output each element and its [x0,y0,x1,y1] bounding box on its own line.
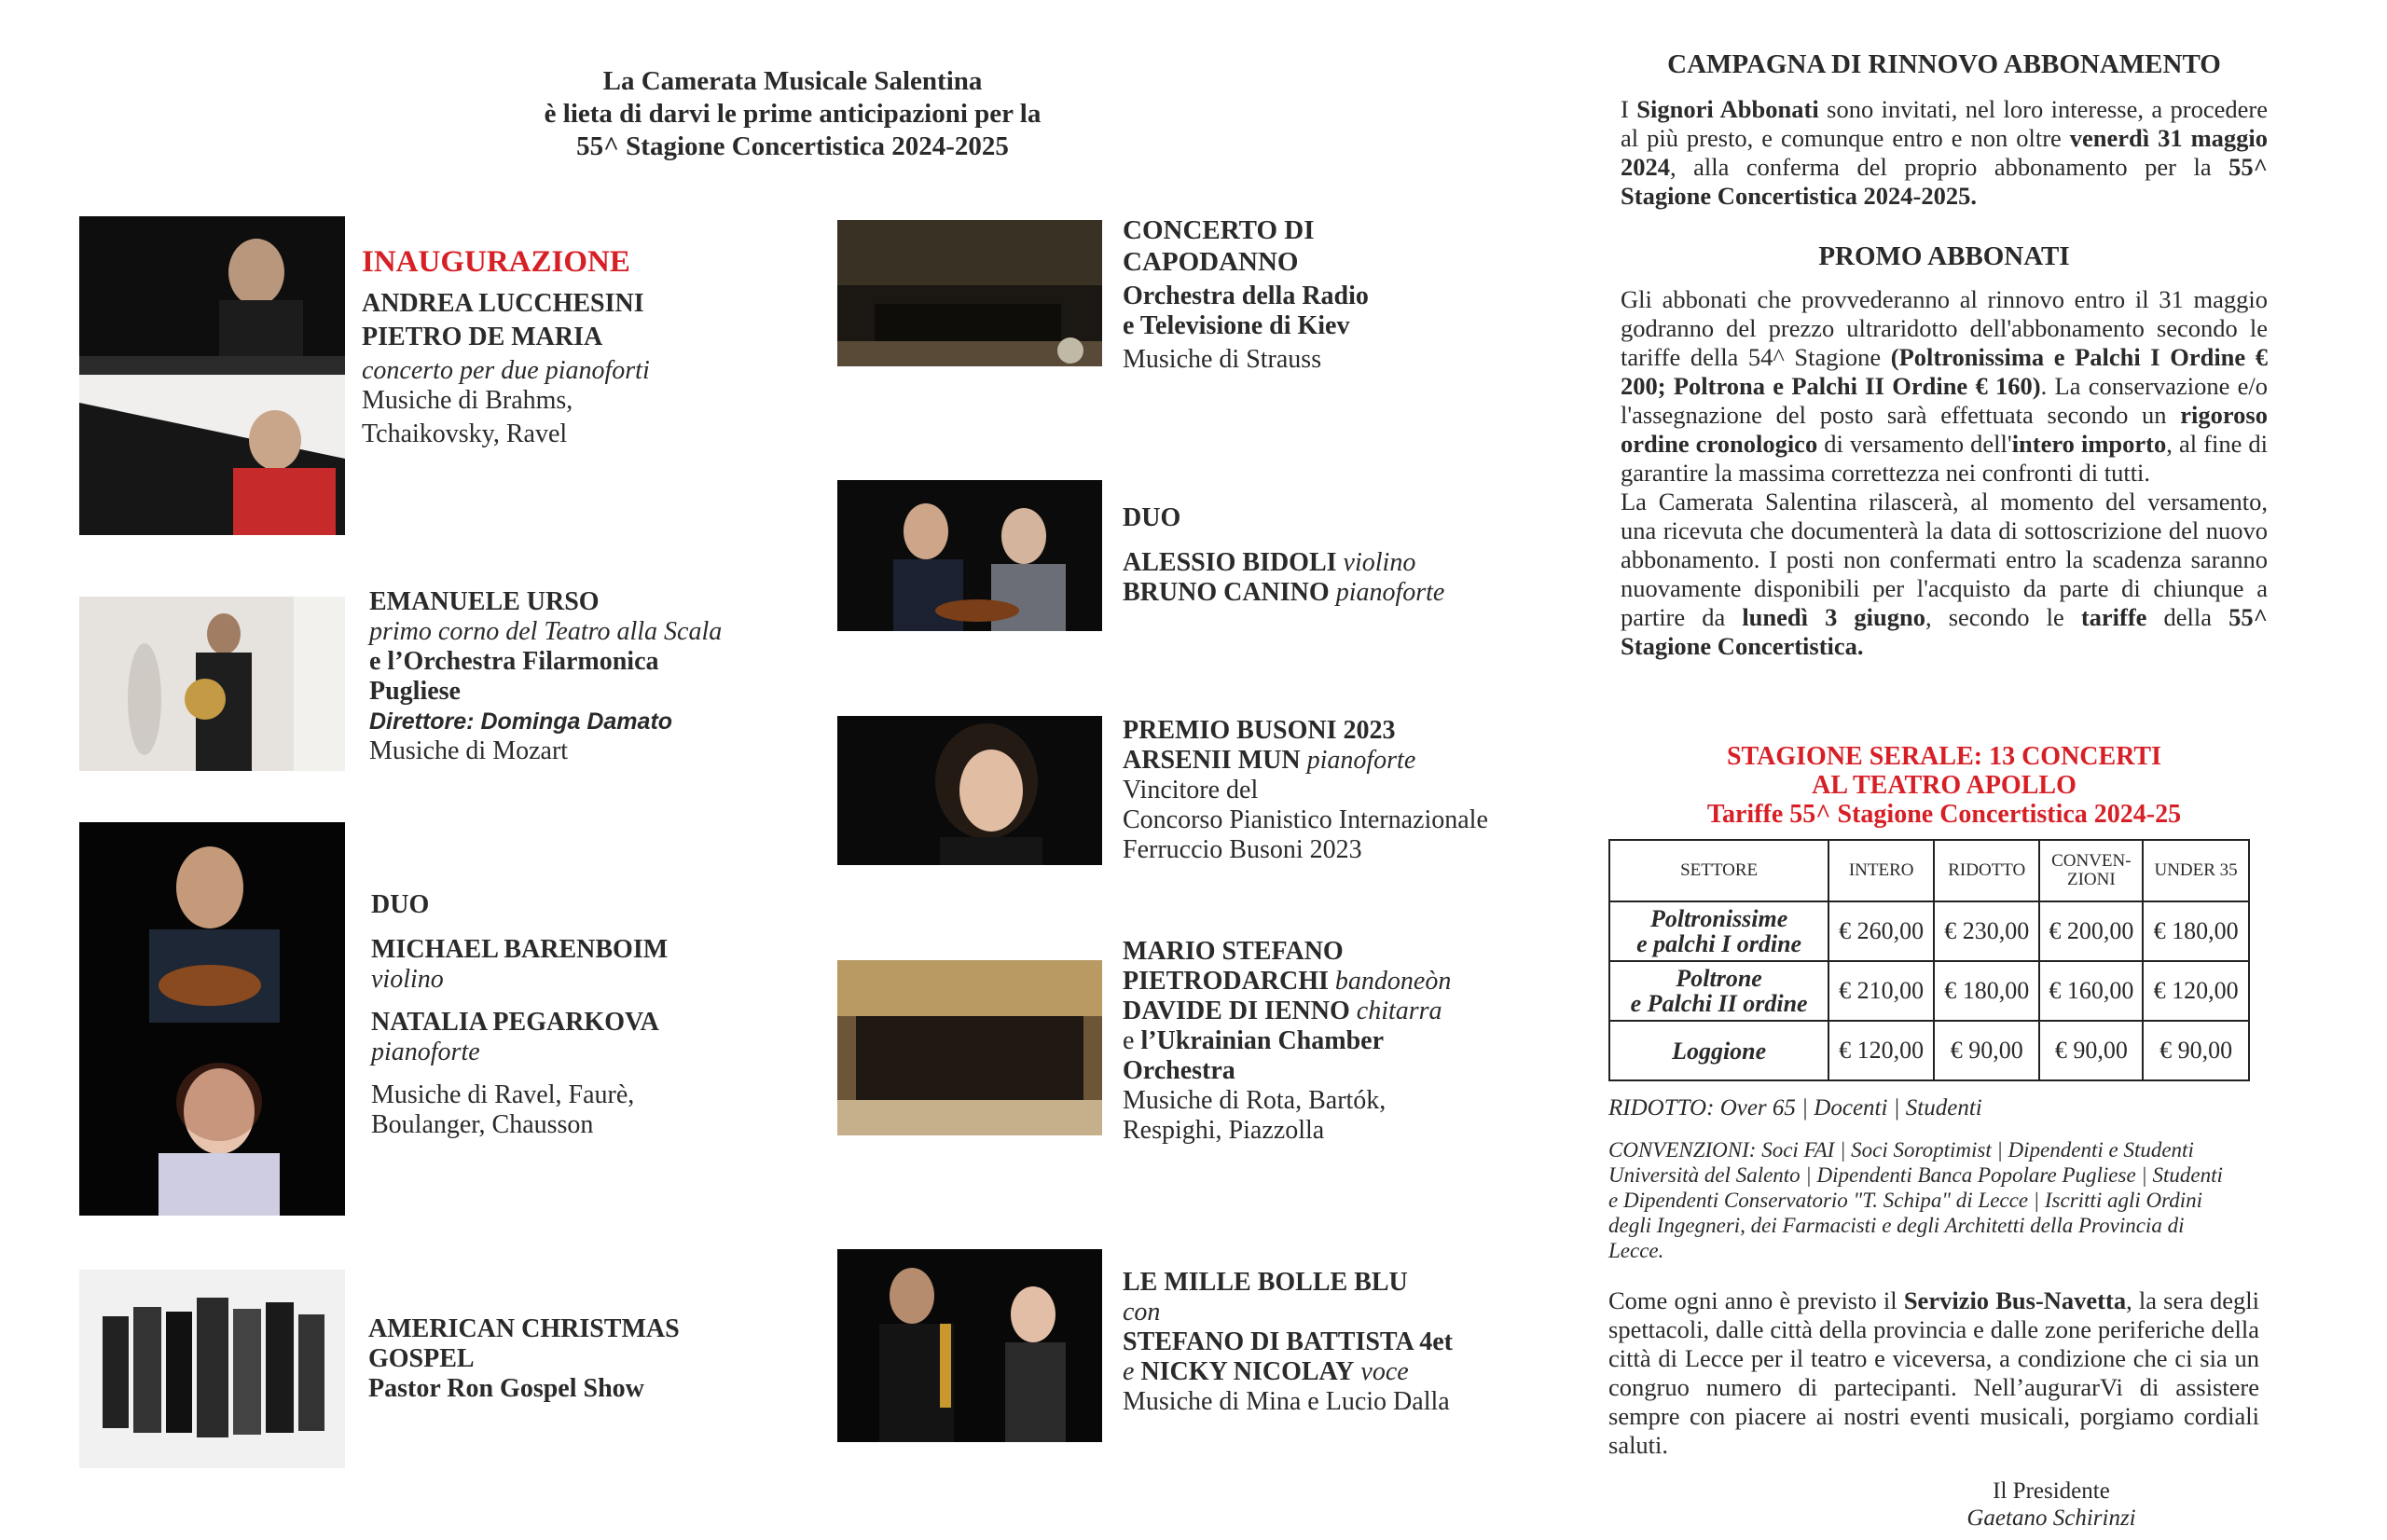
signature-name: Gaetano Schirinzi [1966,1506,2136,1531]
concert-duo-barenboim [371,890,791,1140]
ensemble-prefix: e [1123,1026,1135,1055]
txt: sono invitati, nel loro interesse, a procedere al più presto, e comunque entro e non oltre [1621,95,2269,152]
promo-title: PROMO ABBONATI [1818,241,2070,271]
season-line-2: AL TEATRO APOLLO [1812,771,2077,800]
artist-lucchesini: ANDREA LUCCHESINI [362,289,644,318]
txt-bold: tariffe [2080,603,2147,631]
photo-bidoli-canino [837,480,1102,631]
instrument-pianoforte: pianoforte [1306,746,1416,775]
artist-line [1123,746,1542,776]
photo-capodanno [837,220,1102,366]
tag-inaugurazione: INAUGURAZIONE [362,245,630,279]
concert-urso [369,587,835,766]
program-mozart: Musiche di Mozart [369,736,569,765]
instrument-pianoforte: pianoforte [1335,578,1445,607]
txt: Come ogni anno è previsto il [1608,1286,1904,1314]
photo-arsenii-mun [837,716,1102,865]
artist-arsenii-mun: ARSENII MUN [1123,746,1301,775]
convenzioni-note: CONVENZIONI: Soci FAI | Soci Soroptimist | Dipendenti e Studenti Università del Salento | Dipendenti Banca Popolare Pugliese | Studenti e Dipendenti Conservatorio "T. Schipa" di Lecce | Iscritti agli Ordini degli Ingegneri, dei Farmacisti e degli Architetti della Provincia di Lecce. [1608,1138,2223,1262]
price-cell: € 260,00 [1828,901,1934,961]
ridotto-note: RIDOTTO: Over 65 | Docenti | Studenti [1608,1095,1982,1121]
txt: , secondo le [1925,603,2081,631]
header-under35: UNDER 35 [2143,840,2249,901]
artist-di-ienno: DAVIDE DI IENNO [1123,997,1350,1025]
intro-heading [457,65,1128,163]
table-row [1609,901,2249,961]
tag-duo: DUO [371,890,430,919]
instrument-chitarra: chitarra [1356,997,1442,1025]
artist-line-3 [1123,997,1542,1026]
txt: e palchi I ordine [1636,930,1802,957]
artist-line-nicolay [1123,1357,1552,1387]
instrument-violino: violino [371,965,444,994]
title-line-2: GOSPEL [368,1344,475,1373]
header-convenzioni [2039,840,2143,901]
ensemble-ukrainian: l’Ukrainian Chamber [1140,1026,1385,1055]
txt-bold: lunedì 3 giugno [1742,603,1925,631]
artist-urso: EMANUELE URSO [369,587,600,616]
ensemble-line-2: Pugliese [369,677,461,706]
note-line-3: Ferruccio Busoni 2023 [1123,835,1362,864]
program-line-1: Musiche di Rota, Bartók, [1123,1086,1387,1115]
duo-line-2 [1123,578,1514,608]
instrument-pianoforte: pianoforte [371,1038,480,1066]
intro-line-1: La Camerata Musicale Salentina [602,66,983,96]
ensemble-line-1: Orchestra della Radio [1123,282,1369,310]
photo-barenboim-pegarkova [79,822,345,1216]
intro-line-3: 55^ Stagione Concertistica 2024-2025 [576,131,1009,161]
artist-barenboim: MICHAEL BARENBOIM [371,935,669,964]
artist-nicolay: NICKY NICOLAY [1140,1357,1355,1386]
price-cell: € 180,00 [1934,961,2039,1021]
title-premio-busoni: PREMIO BUSONI 2023 [1123,716,1396,745]
artist-pegarkova: NATALIA PEGARKOVA [371,1008,659,1037]
ensemble-line-1: e l’Orchestra Filarmonica [369,647,659,676]
header-settore: SETTORE [1609,840,1828,901]
table-row [1609,1021,2249,1080]
season-line-1: STAGIONE SERALE: 13 CONCERTI [1726,742,2162,771]
txt-bold: 55^ Stagione Concertistica. [1621,603,2268,660]
concert-christmas-gospel [368,1314,760,1404]
price-cell: € 120,00 [1828,1021,1934,1080]
title-line-2: CAPODANNO [1123,247,1299,277]
txt: Gli abbonati che provvederanno al rinnovo entro il 31 maggio godranno del prezzo ultraridotto dell'abbonamento secondo le tariffe della 54^ Stagione [1621,285,2268,371]
txt: , al fine di garantire la massima correttezza nei confronti di tutti. [1621,430,2269,487]
txt: I [1621,95,1637,123]
price-cell: € 210,00 [1828,961,1934,1021]
artist-de-maria: PIETRO DE MARIA [362,323,603,351]
campaign-title: CAMPAGNA DI RINNOVO ABBONAMENTO [1667,49,2221,79]
role-urso: primo corno del Teatro alla Scala [369,617,723,646]
program-strauss: Musiche di Strauss [1123,345,1322,374]
program-line-1: Musiche di Brahms, [362,386,573,415]
photo-ukrainian-chamber [837,960,1102,1135]
note-line-2: Concorso Pianistico Internazionale [1123,805,1488,834]
photo-emanuele-urso [79,597,345,771]
promo-paragraph [1621,285,2268,661]
subtitle-pastor-ron: Pastor Ron Gospel Show [368,1374,644,1403]
price-cell: € 160,00 [2039,961,2143,1021]
artist-canino: BRUNO CANINO [1123,578,1330,607]
e-conj: e [1123,1357,1135,1386]
price-cell: € 90,00 [2039,1021,2143,1080]
txt-bold: intero importo [2011,430,2167,458]
instrument-voce: voce [1360,1357,1409,1386]
ensemble-line-2: e Televisione di Kiev [1123,311,1350,340]
txt: La Camerata Salentina rilascerà, al momento del versamento, una ricevuta che documenterà la data di sottoscrizione del nuovo abbonamento. I posti non confermati entro la scadenza saranno nuovamente disponibili per l'acquisto da parte di chiunque a partire da [1621,488,2268,631]
txt-bold: 55^ Stagione Concertistica 2024-2025. [1621,153,2268,210]
program-line-2: Boulanger, Chausson [371,1110,594,1139]
subtitle-due-pianoforti: concerto per due pianoforti [362,356,650,385]
txt: , la sera degli spettacoli, dalle città della provincia e dalle zone periferiche della città di Lecce per il teatro e viceversa, a condizione che ci sia un congruo numero di partecipanti. Nell’augurarVi di assistere sempre con piacere ai nostri eventi musicali, porgiamo cordiali saluti. [1608,1286,2259,1459]
concert-pietrodarchi [1123,937,1542,1146]
title-line-1: AMERICAN CHRISTMAS [368,1314,680,1343]
con: con [1123,1298,1161,1327]
artist-bidoli: ALESSIO BIDOLI [1123,548,1337,577]
instrument-violino: violino [1343,548,1416,577]
txt: di versamento dell' [1817,430,2012,458]
instrument-bandoneon: bandoneòn [1334,967,1452,996]
season-line-3: Tariffe 55^ Stagione Concertistica 2024-25 [1706,800,2182,829]
txt: CONVEN- [2051,851,2132,871]
campaign-paragraph [1621,95,2268,211]
txt: ZIONI [2066,870,2116,889]
artist-line-2 [1123,967,1542,997]
txt: Poltrone [1676,965,1762,992]
concert-mille-bolle [1123,1268,1552,1417]
price-cell: € 90,00 [2143,1021,2249,1080]
title-line-1: CONCERTO DI [1123,215,1315,245]
photo-lucchesini-de-maria [79,216,345,535]
price-cell: € 230,00 [1934,901,2039,961]
artist-di-battista: STEFANO DI BATTISTA 4et [1123,1327,1453,1356]
signature-title: Il Presidente [1993,1478,2110,1504]
txt-bold: (Poltronissima e Palchi I Ordine € 200; Poltrona e Palchi II Ordine € 160) [1621,343,2269,400]
concert-busoni [1123,716,1542,865]
ensemble-line-1 [1123,1026,1542,1056]
txt: . La conservazione e/o l'assegnazione del posto sarà effettuata secondo un [1621,372,2268,429]
price-cell: € 180,00 [2143,901,2249,961]
tag-duo: DUO [1123,503,1181,532]
concert-inaugurazione [362,244,809,449]
program-line-2: Respighi, Piazzolla [1123,1116,1325,1145]
title-mille-bolle: LE MILLE BOLLE BLU [1123,1268,1408,1297]
program-line-2: Tchaikovsky, Ravel [362,419,568,448]
txt-bold: rigoroso ordine cronologico [1621,401,2268,458]
artist-line-1: MARIO STEFANO [1123,937,1344,966]
txt-bold: Servizio Bus-Navetta [1903,1286,2127,1314]
conductor: Direttore: Dominga Damato [369,708,673,735]
concert-duo-bidoli [1123,503,1514,608]
note-line-1: Vincitore del [1123,776,1259,804]
ensemble-line-2: Orchestra [1123,1056,1235,1085]
header-intero: INTERO [1828,840,1934,901]
txt: della [2146,603,2229,631]
sector-cell [1609,901,1828,961]
concert-capodanno [1123,214,1514,375]
sector-cell: Loggione [1609,1021,1828,1080]
sector-cell [1609,961,1828,1021]
photo-christmas-gospel [79,1270,345,1468]
header-ridotto: RIDOTTO [1934,840,2039,901]
table-row [1609,961,2249,1021]
price-cell: € 120,00 [2143,961,2249,1021]
fees-table [1608,839,2250,1081]
txt-bold: venerdì 31 maggio 2024 [1621,124,2269,181]
program-line-1: Musiche di Ravel, Faurè, [371,1080,635,1109]
photo-mille-bolle-blu [837,1249,1102,1442]
table-header-row [1609,840,2249,901]
txt: Poltronissime [1649,905,1788,932]
signature [1911,1478,2191,1532]
price-cell: € 90,00 [1934,1021,2039,1080]
artist-pietrodarchi: PIETRODARCHI [1123,967,1329,996]
txt: e Palchi II ordine [1630,990,1808,1017]
bus-paragraph [1608,1286,2259,1460]
program-mina-dalla: Musiche di Mina e Lucio Dalla [1123,1387,1450,1416]
txt: , alla conferma del proprio abbonamento per la [1670,153,2229,181]
season-heading [1618,742,2270,829]
txt-bold: Signori Abbonati [1636,95,1819,123]
intro-line-2: è lieta di darvi le prime anticipazioni per la [544,99,1042,129]
duo-line-1 [1123,548,1514,578]
price-cell: € 200,00 [2039,901,2143,961]
